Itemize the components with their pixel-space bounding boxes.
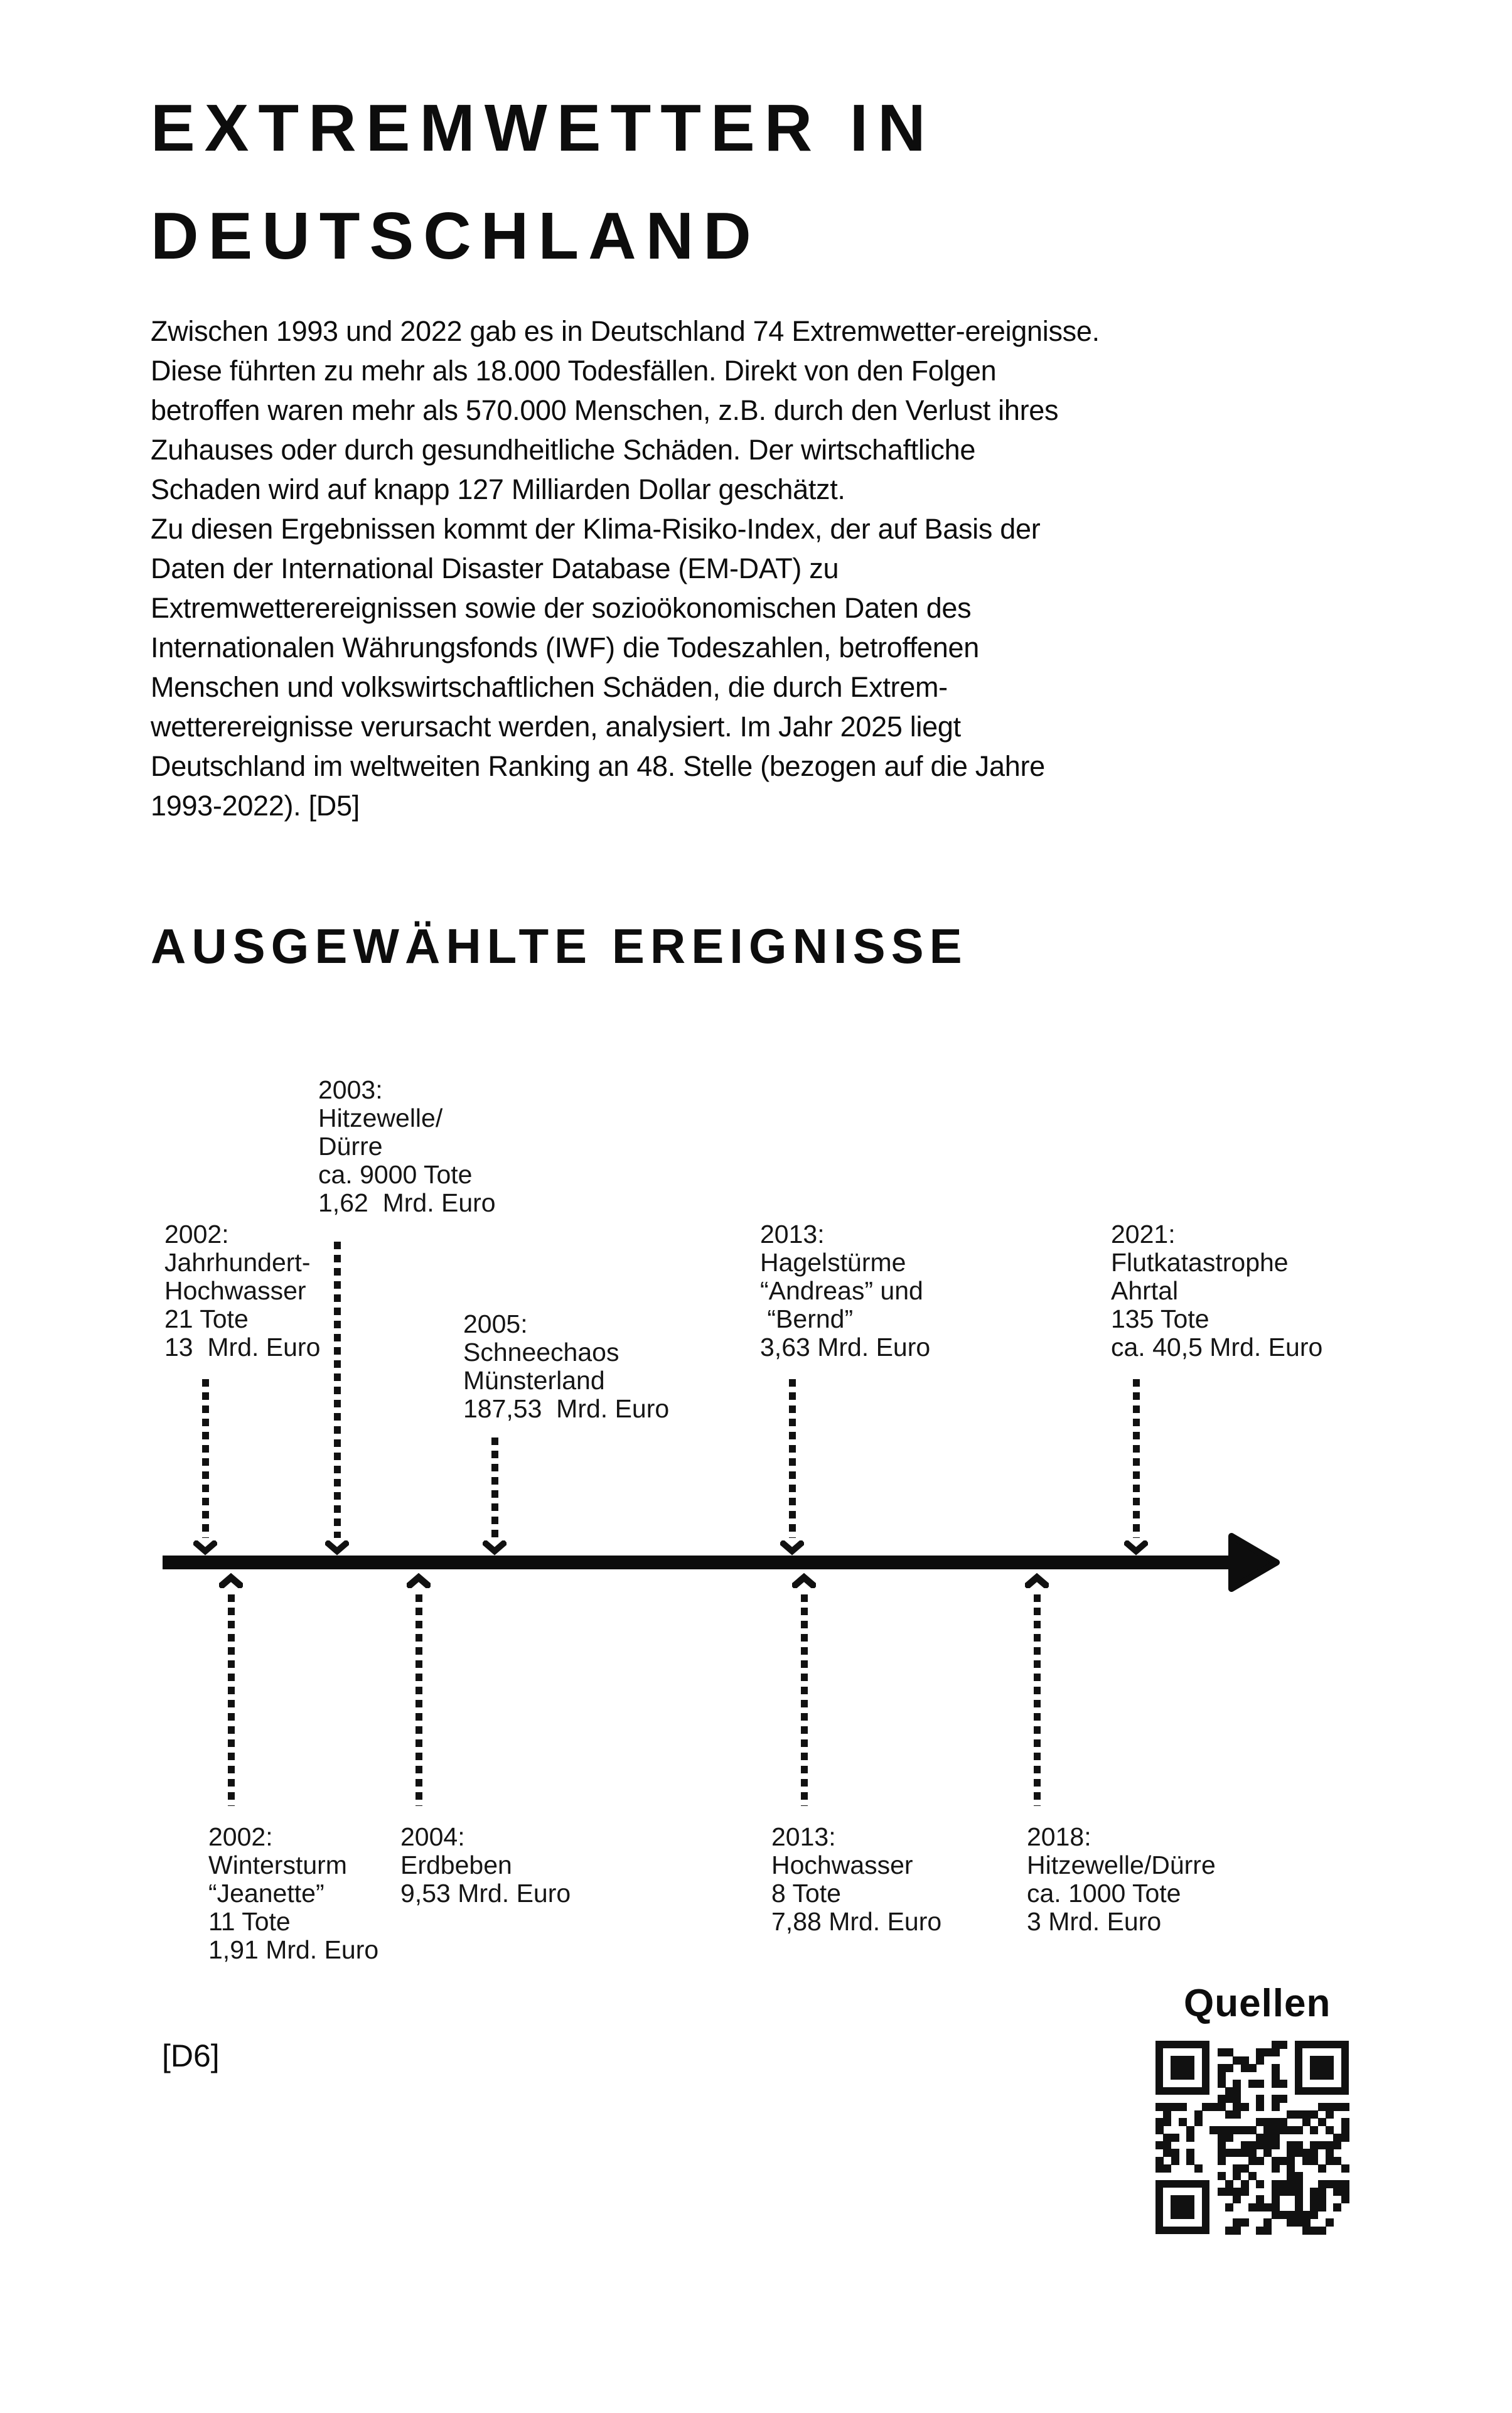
qr-finder-icon	[1295, 2041, 1349, 2095]
qr-code	[1155, 2041, 1349, 2234]
timeline-arrowhead-icon	[1228, 1530, 1282, 1595]
dashed-connector	[202, 1379, 209, 1538]
page-title-line-1: EXTREMWETTER IN	[151, 91, 935, 165]
dashed-connector	[1133, 1379, 1140, 1538]
timeline-event-2004-erdbeben: 2004: Erdbeben 9,53 Mrd. Euro	[400, 1822, 571, 1908]
dashed-connector	[801, 1594, 808, 1806]
arrow-down-icon	[325, 1540, 349, 1556]
dashed-connector	[416, 1594, 422, 1806]
arrow-down-icon	[1124, 1540, 1148, 1556]
arrow-up-icon	[407, 1573, 431, 1588]
timeline-event-2002-wintersturm-jeanette: 2002: Wintersturm “Jeanette” 11 Tote 1,91 Mrd. Euro	[208, 1822, 379, 1964]
qr-finder-icon	[1155, 2180, 1209, 2234]
sources-heading: Quellen	[1184, 1982, 1331, 2025]
qr-finder-icon	[1155, 2041, 1209, 2095]
timeline-event-2018-hitzewelle-duerre: 2018: Hitzewelle/Dürre ca. 1000 Tote 3 Mrd. Euro	[1027, 1822, 1216, 1936]
dashed-connector	[228, 1594, 235, 1806]
dashed-connector	[789, 1379, 796, 1538]
arrow-down-icon	[193, 1540, 217, 1556]
timeline-event-2005-schneechaos: 2005: Schneechaos Münsterland 187,53 Mrd. Euro	[463, 1309, 670, 1423]
arrow-down-icon	[780, 1540, 804, 1556]
timeline-axis	[163, 1556, 1231, 1569]
dashed-connector	[334, 1242, 341, 1538]
arrow-down-icon	[483, 1540, 507, 1556]
arrow-up-icon	[219, 1573, 243, 1588]
page-title-line-2: DEUTSCHLAND	[151, 199, 761, 273]
arrow-up-icon	[1025, 1573, 1049, 1588]
dashed-connector	[491, 1438, 498, 1538]
arrow-up-icon	[792, 1573, 816, 1588]
timeline-event-2021-flutkatastrophe: 2021: Flutkatastrophe Ahrtal 135 Tote ca. 40,5 Mrd. Euro	[1111, 1220, 1323, 1362]
timeline-event-2013-hochwasser: 2013: Hochwasser 8 Tote 7,88 Mrd. Euro	[771, 1822, 942, 1936]
dashed-connector	[1034, 1594, 1041, 1806]
footnote-reference: [D6]	[162, 2038, 220, 2073]
timeline-event-2013-hagelstuerme: 2013: Hagelstürme “Andreas” und “Bernd” 3,63 Mrd. Euro	[760, 1220, 931, 1362]
timeline-event-2002-jahrhundert-hochwasser: 2002: Jahrhundert- Hochwasser 21 Tote 13 Mrd. Euro	[164, 1220, 321, 1362]
timeline-event-2003-hitzewelle-duerre: 2003: Hitzewelle/ Dürre ca. 9000 Tote 1,62 Mrd. Euro	[318, 1075, 496, 1217]
section-heading: AUSGEWÄHLTE EREIGNISSE	[151, 918, 968, 974]
intro-text: Zwischen 1993 und 2022 gab es in Deutschland 74 Extremwetter-ereignisse. Diese führten zu mehr als 18.000 Todesfällen. Direkt von den Folgen betroffen waren mehr als 570.000 Menschen, z.B. durch den Verlust ihres Zuhauses oder durch gesundheitliche Schäden. Der wirtschaftliche Schaden wird auf knapp 127 Milliarden Dollar geschätzt. Zu diesen Ergebnissen kommt der Klima-Risiko-Index, der auf Basis der Daten der International Disaster Database (EM-DAT) zu Extremwetterereignissen sowie der sozioökonomischen Daten des Internationalen Währungsfonds (IWF) die Todeszahlen, betroffenen Menschen und volkswirtschaftlichen Schäden, die durch Extrem- wetterereignisse verursacht werden, analysiert. Im Jahr 2025 liegt Deutschland im weltweiten Ranking an 48. Stelle (bezogen auf die Jahre 1993-2022). [D5]	[151, 315, 1100, 822]
